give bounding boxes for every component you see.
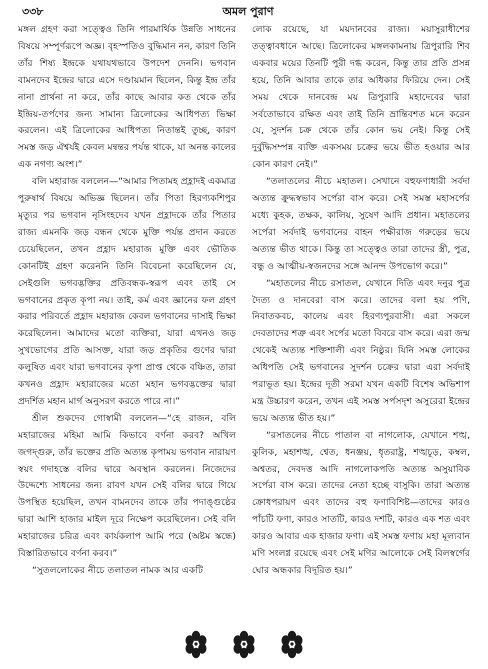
right-column-paragraph: “তলাতলের নীচে মহাতল। সেখানে বহুফণাধারী সর্বদা অত্যন্ত ক্রুদ্ধস্বভাব সর্পেরা বাস করে। সেই সমস্ত মহাসর্পের মধ্যে কুহক, তক্ষক, কালিয়, সুষেণ আদি প্রধান। মহাতলের সর্পেরা সর্বদাই ভগবানের বাহন পক্ষীরাজ গরুড়ের ভয়ে অত্যন্ত ভীত থাকে। কিন্তু তা সত্ত্বেও তারা তাদের স্ত্রী, পুত্র, বন্ধু ও আত্মীয়-স্বজনদের সঙ্গে আনন্দ উপভোগ করে।” [252, 176, 470, 272]
right-column-paragraph: “মহাতলের নীচে রসাতল, যেখানে দিতি এবং দনুর পুত্র দৈত্য ও দানবেরা বাস করে। তাদের বলা হয় পণি, নিবাতকবচ, কালেয় এবং হিরণ্যপুরবাসী। এরা সকলে দেবতাদের শত্রু এবং সর্পের মতো বিবরে বাস করে। এরা জন্ম থেকেই অত্যন্ত শক্তিশালী এবং নিষ্ঠুর। যিনি সমস্ত লোকের অধিপতি সেই ভগবানের সুদর্শন চক্রের দ্বারা এরা সর্বদাই পরাভূত হয়। ইন্দ্রের দূতী সরমা যখন একটি বিশেষ অভিশাপ মন্ত্র উচ্চারণ করেন, তখন এই সমস্ত সর্পসদৃশ অসুরেরা ইন্দ্রের ভয়ে অত্যন্ত ভীত হয়।” [252, 277, 470, 424]
left-column-paragraph: “সুতললোকের নীচে তলাতল নামক আর একটি [32, 565, 203, 576]
right-column-paragraph: “রসাতলের নীচে পাতাল বা নাগলোক, যেখানে শঙ্খ, কুলিক, মহাশঙ্খ, শ্বেত, ধনঞ্জয়, ধৃতরাষ্ট্র, শঙ্খচূড়, কম্বল, অশ্বতর, দেবদত্ত আদি নাগলোকপতি অত্যন্ত অসুয়াবিক সর্পেরা বাস করে। তাদের নেতা হচ্ছে বাসুকি। তারা অত্যন্ত ক্রোধপরায়ণ এবং তাদের বহু ফণাবিশিষ্ট—তাদের কারও পাঁচটি ফণা, কারও সাতটি, কারও দশটি, কারও এক শত এবং কারও আবার এক হাজার ফণা। এই সমস্ত ফণায় মহা মূল্যবান মণি সংলগ্ন রয়েছে এবং সেই মণির আলোকে সেই বিলস্বর্গের ঘোর অন্ধকার বিদূরিত হয়।” [252, 429, 470, 576]
left-column-paragraph: শ্রীল শুকদেব গোস্বামী বললেন—“হে রাজন, বলি মহারাজের মহিমা আমি কিভাবে বর্ণনা করব? অখিল জগদ্গুরু, তাঁর ভক্তের প্রতি অত্যন্ত কৃপাময় ভগবান নারায়ণ স্বয়ং গদাহস্তে বলির দ্বারে অবস্থান করলেন। নিজেদের উদ্দেশ্যে সাধনের জন্য রাবণ যখন সেই বলির দ্বারে গিয়ে উপস্থিত হয়েছিল, তখন বামনদেব তাকে তাঁর পদাঙ্গুষ্ঠের দ্বারা আশি হাজার মাইল দূরে নিক্ষেপ করেছিলেন। সেই বলি মহারাজের চরিত্র এবং কার্যকলাপ আমি পরে (অষ্টম স্কন্ধে) বিস্তারিতভাবে বর্ণনা করব।” [18, 412, 236, 560]
floral-ornament-icon [0, 626, 488, 662]
left-column-paragraph: বলি মহারাজ বললেন—“আমার পিতামহ প্রহ্লাদই একমাত্র পুরুষার্থ বিষয়ে অভিজ্ঞ ছিলেন। তাঁর পিতা হিরণ্যকশিপুর মৃত্যুর পর ভগবান নৃসিংহদেব যখন প্রহ্লাদকে তাঁর পিতার রাজ্য এমনকি জড় বন্ধন থেকে মুক্তি পর্যন্ত প্রদান করতে চেয়েছিলেন, তখন প্রহ্লাদ মহারাজ মুক্তি এবং ভৌতিক কোনটিই গ্রহণ করেননি তিনি বিবেচনা করেছিলেন যে, সেইগুলি ভগবদ্ভক্তির প্রতিবন্ধক-স্বরূপ এবং তাই সে ভগবানের প্রকৃত কৃপা নয়। তাই, কর্ম এবং জ্ঞানের ফল গ্রহণ করার পরিবর্তে প্রহ্লাদ মহারাজ কেবল ভগবানের দাসাই ভিক্ষা করেছিলেন। আমাদের মতো ব্যক্তিরা, যারা এখনও জড় সুখভোগের প্রতি আসক্ত, যারা জড় প্রকৃতির গুণের দ্বারা কলুষিত এবং যারা ভগবানের কৃপা প্রাপ্ত থেকে বঞ্চিত, তারা কখনও প্রহ্লাদ মহারাজের মতো মহান ভগবদ্ভক্তের দ্বারা প্রদর্শিত মহান মার্গ অনুসরণ করতে পারে না।” [18, 176, 236, 407]
left-column-paragraph: মঙ্গল গ্রহণ করা সত্ত্বেও তিনি পারমার্থিক উন্নতি সাধনের বিষয়ে সম্পূর্ণরূপে অজ্ঞ। বৃহস্পতিও বুদ্ধিমান নন, কারণ তিনি তাঁর শিষ্য ইন্দ্রকে যথাযথভাবে উপদেশ দেননি। ভগবান বামনদেব ইন্দ্রের দ্বারে এসে দণ্ডায়মান ছিলেন, কিন্তু ইন্দ্র তাঁর নানা প্রার্থনা না করে, তাঁর কাছে আবার কত থেকে তাঁর ইন্দ্রিয়-তর্পণের জন্য সামান্য ত্রিলোকের আধিপত্য ভিক্ষা করলেন। এই ত্রিলোকের আধিপত্য নিতান্তই তুচ্ছ, কারণ সমস্ত জড় ঐশ্বর্যই কেবল মন্বন্তর পর্যন্ত থাকে, যা অনন্ত কালের এক নগণ্য অংশ।” [18, 24, 236, 171]
page-number: ৩৩৮ [22, 5, 44, 18]
footer-ornament [0, 626, 488, 662]
page-header [22, 3, 474, 23]
floral-motif-icon [282, 631, 303, 659]
text-columns [18, 22, 470, 618]
left-column [18, 22, 236, 618]
running-title: অমল পুরাণ [222, 5, 274, 18]
right-column [252, 22, 470, 618]
floral-motif-icon [186, 631, 207, 659]
right-column-paragraph: লোক রয়েছে, যা ময়দানবের রাজ্য। ময়াসুরাধীশের তত্ত্বাবধানে আছে। ত্রিলোকের মঙ্গলকামনায় ত্রিপুরারি শিব একবার ময়ের তিনটি পুরী দগ্ধ করেন, কিন্তু তার প্রতি প্রসন্ন হয়ে, তিনি আবার তাকে তার অধিকার ফিরিয়ে দেন। সেই সময় থেকে দানবেন্দ্র ময় ত্রিপুরারি মহাদেবের দ্বারা সর্বতোভাবে রক্ষিত এবং তাই তিনি ভ্রান্তিবশত মনে করেন যে, সুদর্শন চক্র থেকে তাঁর কোন ভয় নেই। কিন্তু সেই দুর্বুদ্ধিসম্পন্ন ব্যক্তি একসময় চক্রের ভয়ে ভীত হওয়ার আর কোন কারণ নেই।” [252, 24, 470, 171]
floral-motif-icon [234, 631, 255, 659]
